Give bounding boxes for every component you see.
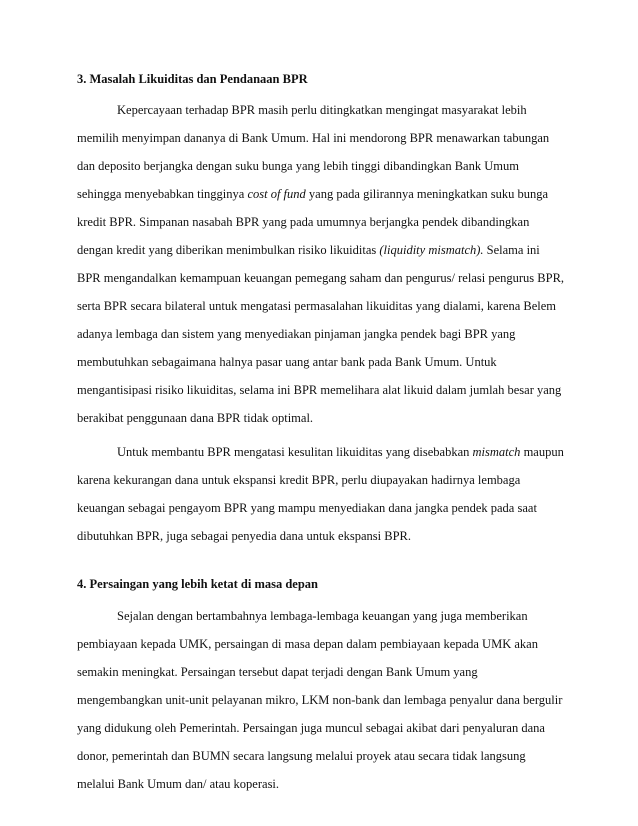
paragraph-line <box>77 243 540 258</box>
text-span: sehingga menyebabkan tingginya <box>77 187 248 201</box>
paragraph-line: kredit BPR. Simpanan nasabah BPR yang pada umumnya berjangka pendek dibandingkan <box>77 215 530 229</box>
paragraph-line: semakin meningkat. Persaingan tersebut dapat terjadi dengan Bank Umum yang <box>77 665 478 679</box>
paragraph-line: adanya lembaga dan sistem yang menyediakan pinjaman jangka pendek bagi BPR yang <box>77 327 516 341</box>
paragraph-line <box>77 187 548 202</box>
paragraph-line: donor, pemerintah dan BUMN secara langsung melalui proyek atau secara tidak langsung <box>77 749 526 763</box>
text-span: maupun <box>520 445 564 459</box>
paragraph-line <box>117 445 564 460</box>
paragraph-line: serta BPR secara bilateral untuk mengatasi permasalahan likuiditas yang dialami, karena Belem <box>77 299 557 313</box>
paragraph-line: memilih menyimpan dananya di Bank Umum. Hal ini mendorong BPR menawarkan tabungan <box>77 131 550 145</box>
paragraph-line: membutuhkan sebagaimana halnya pasar uang antar bank pada Bank Umum. Untuk <box>77 355 497 369</box>
italic-term: (liquidity mismatch). <box>379 243 484 257</box>
section-3-heading: 3. Masalah Likuiditas dan Pendanaan BPR <box>77 72 308 86</box>
paragraph-line: berakibat penggunaan dana BPR tidak optimal. <box>77 411 314 425</box>
paragraph-line: mengantisipasi risiko likuiditas, selama ini BPR memelihara alat likuid dalam jumlah besar yang <box>77 383 562 397</box>
text-span: Untuk membantu BPR mengatasi kesulitan likuiditas yang disebabkan <box>117 445 473 459</box>
paragraph-line: mengembangkan unit-unit pelayanan mikro, LKM non-bank dan lembaga penyalur dana bergulir <box>77 693 563 707</box>
paragraph-line: yang didukung oleh Pemerintah. Persaingan juga muncul sebagai akibat dari penyaluran dana <box>77 721 545 735</box>
paragraph-line: keuangan sebagai pengayom BPR yang mampu menyediakan dana jangka pendek pada saat <box>77 501 537 515</box>
paragraph-line: dan deposito berjangka dengan suku bunga yang lebih tinggi dibandingkan Bank Umum <box>77 159 519 173</box>
paragraph-line: dibutuhkan BPR, juga sebagai penyedia dana untuk ekspansi BPR. <box>77 529 411 543</box>
text-span: Selama ini <box>483 243 540 257</box>
section-4-heading: 4. Persaingan yang lebih ketat di masa depan <box>77 577 319 591</box>
italic-term: mismatch <box>472 445 521 459</box>
paragraph-line: BPR mengandalkan kemampuan keuangan pemegang saham dan pengurus/ relasi pengurus BPR, <box>77 271 565 285</box>
italic-term: cost of fund <box>247 187 306 201</box>
paragraph-line: Kepercayaan terhadap BPR masih perlu ditingkatkan mengingat masyarakat lebih <box>117 103 527 117</box>
paragraph-line: Sejalan dengan bertambahnya lembaga-lembaga keuangan yang juga memberikan <box>117 609 528 623</box>
text-span: dengan kredit yang diberikan menimbulkan risiko likuiditas <box>77 243 380 257</box>
text-span: yang pada gilirannya meningkatkan suku bunga <box>305 187 549 201</box>
paragraph-line: melalui Bank Umum dan/ atau koperasi. <box>77 777 280 791</box>
paragraph-line: pembiayaan kepada UMK, persaingan di masa depan dalam pembiayaan kepada UMK akan <box>77 637 538 651</box>
paragraph-line: karena kekurangan dana untuk ekspansi kredit BPR, perlu diupayakan hadirnya lembaga <box>77 473 521 487</box>
